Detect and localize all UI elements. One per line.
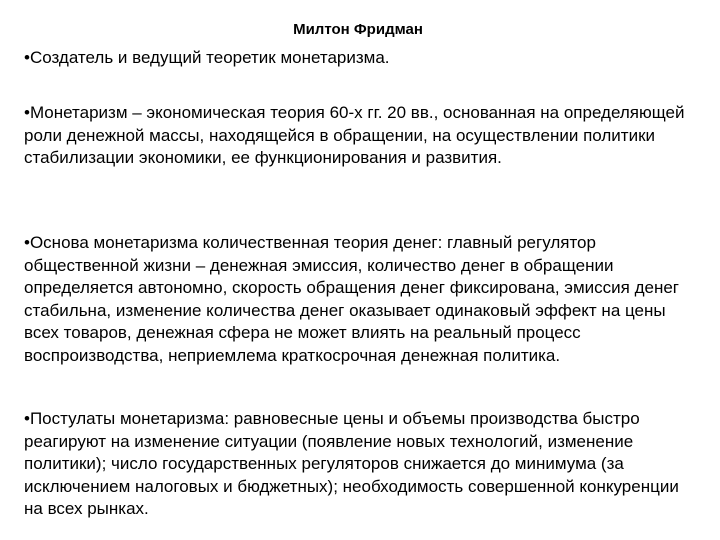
bullet-marker: •	[24, 48, 30, 67]
bullet-marker: •	[24, 233, 30, 252]
bullet-marker: •	[24, 103, 30, 122]
slide-title: Милтон Фридман	[293, 21, 423, 38]
bullet-text: Создатель и ведущий теоретик монетаризма.	[29, 48, 390, 67]
bullet-marker: •	[24, 409, 30, 428]
bullet-item	[24, 102, 694, 170]
bullet-item	[24, 47, 694, 70]
bullet-item	[24, 408, 694, 521]
bullet-item	[24, 232, 694, 367]
bullet-text: Постулаты монетаризма: равновесные цены и объемы производства быстро реагируют на изменение ситуации (появление новых технологий, изменение политики); число государственных регуляторов снижается до минимума (за исключением налоговых и бюджетных); необходимость совершенной конкуренции на всех рынках.	[24, 409, 679, 518]
bullet-text: Основа монетаризма количественная теория денег: главный регулятор общественной жизни – денежная эмиссия, количество денег в обращении определяется автономно, скорость обращения денег фиксирована, эмиссия денег стабильна, изменение количества денег оказывает одинаковый эффект на цены всех товаров, денежная сфера не может влиять на реальный процесс воспроизводства, неприемлема краткосрочная денежная политика.	[24, 233, 679, 365]
bullet-text: Монетаризм – экономическая теория 60-х гг. 20 вв., основанная на определяющей роли денежной массы, находящейся в обращении, на осуществлении политики стабилизации экономики, ее функционирования и развития.	[24, 103, 685, 167]
